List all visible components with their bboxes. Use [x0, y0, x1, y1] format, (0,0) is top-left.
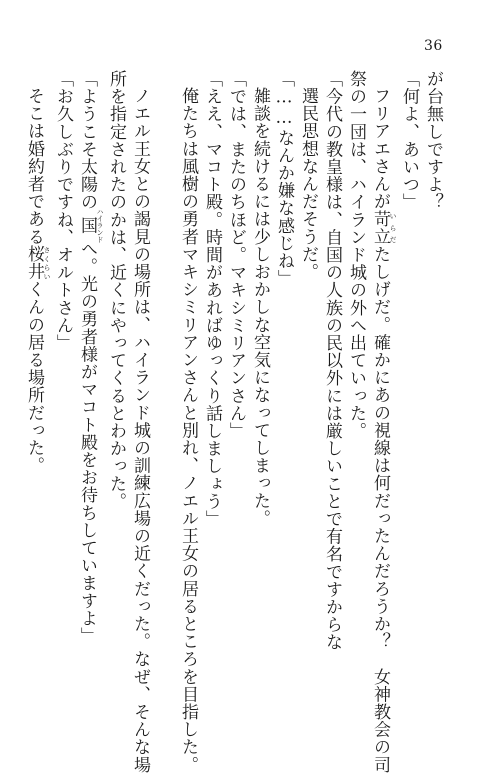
- text-line: 所を指定されたのかは、近くにやってくるとわかった。: [106, 70, 126, 510]
- text-segment: フリアエさんが: [370, 87, 390, 211]
- text-line: 「何よ、あいつ」: [399, 70, 419, 211]
- text-line: ノエル王女との謁見の場所は、ハイランド城の訓練広場の近くだった。なぜ、そんな場: [130, 87, 150, 773]
- ruby-reading: ハイランド: [96, 207, 104, 243]
- paragraph-break: [152, 70, 176, 660]
- text-line: 「今代の教皇様は、自国の人族の民以外には厳しいことで有名ですからな: [322, 70, 342, 651]
- text-line: 選民思想なんだそうだ。: [298, 87, 318, 281]
- page-number: 36: [424, 38, 443, 54]
- text-segment: たしげだ。確かにあの視線は何だったんだろうか？ 女神教会の司: [370, 245, 390, 773]
- ruby-base: 苛立: [370, 210, 390, 246]
- ruby-base: 桜井: [24, 245, 44, 281]
- text-line: 「お久しぶりですね、オルトさん」: [53, 70, 73, 352]
- text-line: [75, 70, 104, 660]
- text-line: が台無しですよ？: [423, 70, 443, 211]
- ruby-reading: さくらい: [43, 245, 51, 281]
- text-segment: くんの居る場所だった。: [24, 280, 44, 475]
- ruby-annotation: [24, 245, 51, 281]
- text-line: [22, 70, 51, 660]
- ruby-reading: いらだ: [389, 210, 397, 246]
- ruby-annotation: [77, 207, 104, 243]
- ruby-annotation: [370, 210, 397, 246]
- text-line: 「ええ、マコト殿。時間があればゆっくり話しましょう」: [202, 70, 222, 528]
- text-line: 祭の一団は、ハイランド城の外へ出ていった。: [346, 70, 366, 440]
- text-segment: へ。光の勇者様がマコト殿をお待ちしていますよ」: [77, 239, 97, 645]
- text-line: 「……なんか嫌な感じね」: [274, 70, 294, 288]
- text-segment: そこは婚約者である: [24, 87, 44, 246]
- text-line: 俺たちは風樹の勇者マキシミリアンさんと別れ、ノエル王女の居るところを目指した。: [178, 87, 198, 773]
- vertical-text-body: [24, 70, 445, 773]
- text-segment: 「ようこそ太陽の: [77, 70, 97, 211]
- ruby-base: 国: [77, 207, 97, 243]
- text-line: [368, 70, 397, 773]
- text-line: 「では、またのちほど。マキシミリアンさん」: [226, 70, 246, 440]
- text-line: 雑談を続けるには少しおかしな空気になってしまった。: [250, 87, 270, 527]
